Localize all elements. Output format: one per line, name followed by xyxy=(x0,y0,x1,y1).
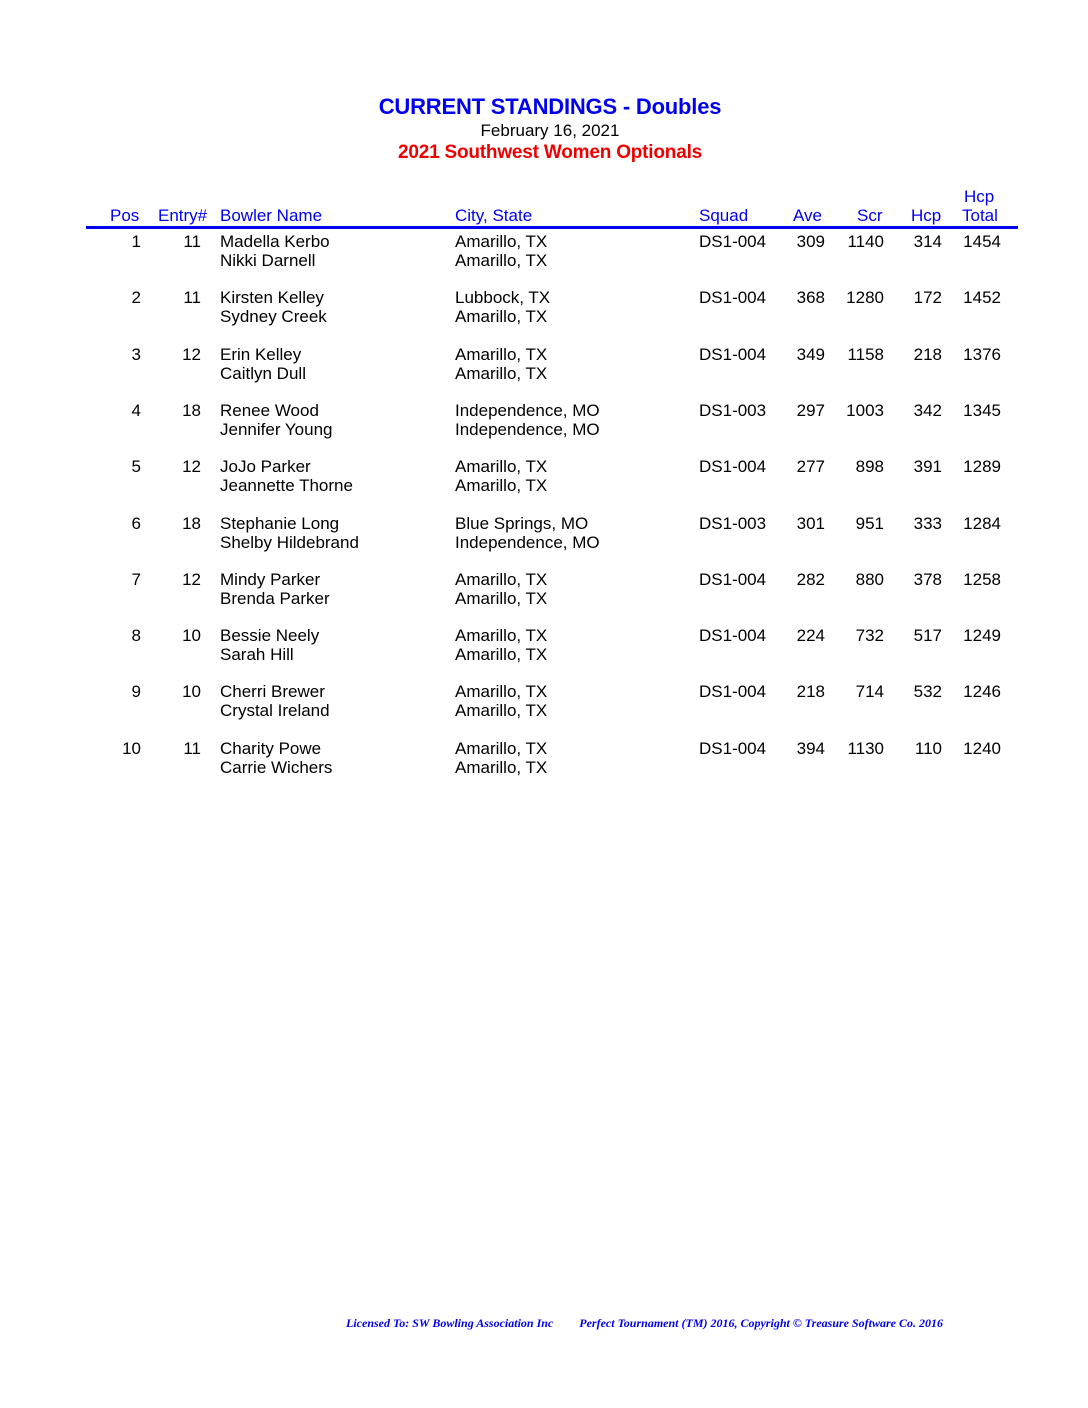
pos-cell: 4 xyxy=(131,401,141,420)
city-state-cell: Amarillo, TX xyxy=(455,307,548,326)
city-state-cell: Independence, MO xyxy=(455,533,600,552)
scr-cell: 1130 xyxy=(847,739,884,758)
column-header-bowler-name: Bowler Name xyxy=(220,206,323,225)
hcp-total-cell: 1249 xyxy=(963,626,1001,645)
entry-cell: 10 xyxy=(182,626,201,645)
squad-cell: DS1-003 xyxy=(699,514,767,533)
bowler-name-cell: Stephanie Long xyxy=(220,514,340,533)
city-state-cell: Amarillo, TX xyxy=(455,345,548,364)
column-header-hcp-total-line2: Total xyxy=(962,206,998,225)
squad-cell: DS1-004 xyxy=(699,232,767,251)
city-state-cell: Amarillo, TX xyxy=(455,457,548,476)
scr-cell: 951 xyxy=(855,514,884,533)
bowler-name-cell: Jeannette Thorne xyxy=(220,476,353,495)
ave-cell: 224 xyxy=(796,626,825,645)
entry-cell: 12 xyxy=(182,345,201,364)
ave-cell: 349 xyxy=(796,345,825,364)
hcp-cell: 342 xyxy=(913,401,942,420)
scr-cell: 732 xyxy=(855,626,884,645)
entry-cell: 18 xyxy=(182,514,201,533)
column-header-hcp-total-line1: Hcp xyxy=(964,187,995,206)
pos-cell: 3 xyxy=(131,345,141,364)
hcp-cell: 218 xyxy=(913,345,942,364)
bowler-name-cell: Nikki Darnell xyxy=(220,251,316,270)
city-state-cell: Amarillo, TX xyxy=(455,570,548,589)
squad-cell: DS1-003 xyxy=(699,401,767,420)
bowler-name-cell: Cherri Brewer xyxy=(220,682,325,701)
column-header-pos: Pos xyxy=(110,206,140,225)
hcp-cell: 110 xyxy=(914,739,942,758)
report-date: February 16, 2021 xyxy=(480,121,620,140)
ave-cell: 309 xyxy=(796,232,825,251)
bowler-name-cell: Kirsten Kelley xyxy=(220,288,324,307)
pos-cell: 8 xyxy=(131,626,141,645)
entry-cell: 12 xyxy=(182,457,201,476)
city-state-cell: Lubbock, TX xyxy=(455,288,551,307)
hcp-cell: 314 xyxy=(913,232,942,251)
footer-copyright: Perfect Tournament (TM) 2016, Copyright © Treasure Software Co. 2016 xyxy=(579,1316,944,1330)
column-header-city-state: City, State xyxy=(455,206,533,225)
pos-cell: 2 xyxy=(131,288,141,307)
squad-cell: DS1-004 xyxy=(699,739,767,758)
city-state-cell: Amarillo, TX xyxy=(455,232,548,251)
city-state-cell: Amarillo, TX xyxy=(455,682,548,701)
entry-cell: 11 xyxy=(183,739,201,758)
column-header-scr: Scr xyxy=(857,206,883,225)
ave-cell: 301 xyxy=(796,514,825,533)
city-state-cell: Amarillo, TX xyxy=(455,476,548,495)
squad-cell: DS1-004 xyxy=(699,626,767,645)
hcp-cell: 517 xyxy=(913,626,942,645)
squad-cell: DS1-004 xyxy=(699,682,767,701)
bowler-name-cell: Madella Kerbo xyxy=(220,232,330,251)
squad-cell: DS1-004 xyxy=(699,345,767,364)
bowler-name-cell: Shelby Hildebrand xyxy=(220,533,359,552)
scr-cell: 880 xyxy=(855,570,884,589)
hcp-cell: 391 xyxy=(913,457,942,476)
column-header-ave: Ave xyxy=(793,206,822,225)
bowler-name-cell: Sydney Creek xyxy=(220,307,327,326)
city-state-cell: Amarillo, TX xyxy=(455,364,548,383)
city-state-cell: Blue Springs, MO xyxy=(455,514,589,533)
entry-cell: 12 xyxy=(182,570,201,589)
hcp-cell: 378 xyxy=(913,570,942,589)
bowler-name-cell: Crystal Ireland xyxy=(220,701,330,720)
hcp-total-cell: 1240 xyxy=(963,739,1001,758)
hcp-total-cell: 1246 xyxy=(963,682,1001,701)
report-subtitle: 2021 Southwest Women Optionals xyxy=(397,142,703,163)
hcp-cell: 333 xyxy=(913,514,942,533)
pos-cell: 1 xyxy=(131,232,141,251)
entry-cell: 10 xyxy=(182,682,201,701)
scr-cell: 1158 xyxy=(847,345,884,364)
scr-cell: 1280 xyxy=(846,288,884,307)
ave-cell: 277 xyxy=(796,457,825,476)
hcp-total-cell: 1452 xyxy=(963,288,1001,307)
pos-cell: 9 xyxy=(131,682,141,701)
bowler-name-cell: JoJo Parker xyxy=(220,457,311,476)
entry-cell: 11 xyxy=(183,232,201,251)
column-header-hcp: Hcp xyxy=(911,206,942,225)
pos-cell: 10 xyxy=(122,739,141,758)
entry-cell: 18 xyxy=(182,401,201,420)
bowler-name-cell: Jennifer Young xyxy=(220,420,333,439)
bowler-name-cell: Erin Kelley xyxy=(220,345,302,364)
bowler-name-cell: Renee Wood xyxy=(220,401,319,420)
pos-cell: 7 xyxy=(131,570,141,589)
hcp-cell: 172 xyxy=(913,288,942,307)
city-state-cell: Amarillo, TX xyxy=(455,739,548,758)
ave-cell: 297 xyxy=(796,401,825,420)
footer xyxy=(346,1316,943,1331)
bowler-name-cell: Brenda Parker xyxy=(220,589,330,608)
bowler-name-cell: Bessie Neely xyxy=(220,626,320,645)
ave-cell: 218 xyxy=(796,682,825,701)
scr-cell: 1140 xyxy=(847,232,884,251)
column-header-squad: Squad xyxy=(699,206,749,225)
city-state-cell: Amarillo, TX xyxy=(455,626,548,645)
bowler-name-cell: Carrie Wichers xyxy=(220,758,333,777)
squad-cell: DS1-004 xyxy=(699,288,767,307)
city-state-cell: Amarillo, TX xyxy=(455,701,548,720)
ave-cell: 282 xyxy=(796,570,825,589)
squad-cell: DS1-004 xyxy=(699,570,767,589)
city-state-cell: Amarillo, TX xyxy=(455,645,548,664)
hcp-total-cell: 1284 xyxy=(963,514,1001,533)
bowler-name-cell: Caitlyn Dull xyxy=(220,364,306,383)
header-divider xyxy=(86,226,1018,229)
scr-cell: 1003 xyxy=(846,401,884,420)
hcp-total-cell: 1376 xyxy=(963,345,1001,364)
city-state-cell: Independence, MO xyxy=(455,401,600,420)
hcp-total-cell: 1289 xyxy=(963,457,1001,476)
column-header-entry: Entry# xyxy=(158,206,208,225)
city-state-cell: Independence, MO xyxy=(455,420,600,439)
bowler-name-cell: Mindy Parker xyxy=(220,570,321,589)
bowler-name-cell: Charity Powe xyxy=(220,739,322,758)
scr-cell: 898 xyxy=(855,457,884,476)
pos-cell: 6 xyxy=(131,514,141,533)
hcp-total-cell: 1258 xyxy=(963,570,1001,589)
hcp-cell: 532 xyxy=(913,682,942,701)
report-title: CURRENT STANDINGS - Doubles xyxy=(378,94,722,119)
ave-cell: 394 xyxy=(796,739,825,758)
ave-cell: 368 xyxy=(796,288,825,307)
pos-cell: 5 xyxy=(131,457,141,476)
scr-cell: 714 xyxy=(855,682,884,701)
squad-cell: DS1-004 xyxy=(699,457,767,476)
hcp-total-cell: 1345 xyxy=(963,401,1001,420)
city-state-cell: Amarillo, TX xyxy=(455,589,548,608)
entry-cell: 11 xyxy=(183,288,201,307)
city-state-cell: Amarillo, TX xyxy=(455,251,548,270)
bowler-name-cell: Sarah Hill xyxy=(220,645,294,664)
city-state-cell: Amarillo, TX xyxy=(455,758,548,777)
hcp-total-cell: 1454 xyxy=(963,232,1001,251)
footer-license: Licensed To: SW Bowling Association Inc xyxy=(346,1316,554,1330)
